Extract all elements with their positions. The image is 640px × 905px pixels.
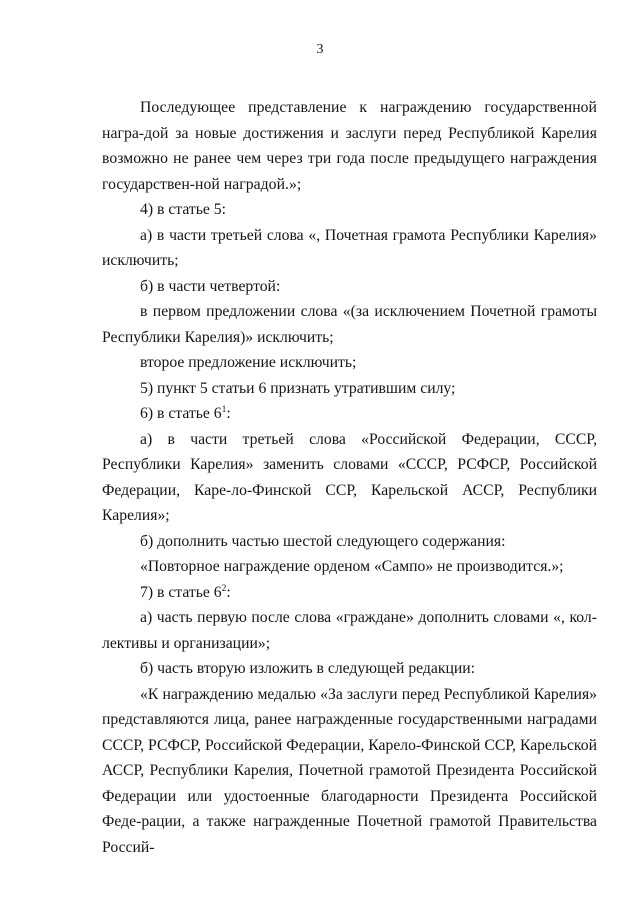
- paragraph-text: 4) в статье 5:: [140, 201, 226, 218]
- paragraph: [102, 197, 597, 223]
- paragraph: [102, 401, 597, 427]
- paragraph: [102, 605, 597, 656]
- paragraph-text: второе предложение исключить;: [140, 354, 357, 371]
- paragraph-text: :: [226, 405, 231, 422]
- paragraph-text: а) часть первую после слова «граждане» дополнить словами «, кол-лективы и организации»;: [102, 609, 597, 652]
- paragraph-text: «Повторное награждение орденом «Сампо» не производится.»;: [140, 558, 564, 575]
- paragraph: [102, 580, 597, 606]
- paragraph: [102, 299, 597, 350]
- paragraph-text: в первом предложении слова «(за исключением Почетной грамоты Республики Карелия)» исключить;: [102, 303, 597, 346]
- paragraph: [102, 95, 597, 197]
- paragraph: [102, 656, 597, 682]
- superscript-index: 1: [221, 405, 227, 415]
- paragraph: [102, 274, 597, 300]
- document-body: [102, 95, 597, 860]
- paragraph-text: 6) в статье 6: [140, 405, 222, 422]
- superscript-index: 2: [221, 583, 227, 594]
- paragraph-text: а) в части третьей слова «Российской Федерации, СССР, Республики Карелия» заменить словами «СССР, РСФСР, Российской Федерации, Каре-ло-Финской ССР, Карельской АССР, Республики Карелия»;: [102, 430, 597, 524]
- paragraph-text: Последующее представление к награждению государственной награ-дой за новые достижения и заслуги перед Республикой Карелия возможно не ранее чем через три года после предыдущего награждения государствен-ной наградой.»;: [102, 99, 597, 193]
- paragraph: [102, 427, 597, 529]
- paragraph-text: :: [226, 583, 231, 601]
- paragraph: [102, 223, 597, 274]
- paragraph-text: 5) пункт 5 статьи 6 признать утратившим силу;: [140, 379, 456, 397]
- paragraph-text: б) в части четвертой:: [140, 277, 281, 295]
- paragraph-text: а) в части третьей слова «, Почетная грамота Республики Карелия» исключить;: [102, 226, 597, 269]
- page-number: 3: [316, 42, 324, 57]
- paragraph-text: «К награждению медалью «За заслуги перед Республикой Карелия» представляются лица, ранее награжденные государственными наградами СССР, РСФСР, Российской Федерации, Карело-Финской ССР, Карельской АССР, Республики Карелия, Почетной грамотой Президента Российской Федерации или удостоенные благодарности Президента Российской Феде-рации, а также награжденные Почетной грамотой Правительства Россий-: [102, 685, 597, 856]
- paragraph: [102, 554, 597, 580]
- paragraph: [102, 376, 597, 402]
- paragraph: [102, 529, 597, 555]
- paragraph-text: б) дополнить частью шестой следующего содержания:: [140, 532, 506, 550]
- paragraph: [102, 350, 597, 376]
- paragraph-text: 7) в статье 6: [140, 583, 222, 601]
- paragraph: [102, 682, 597, 861]
- paragraph-text: б) часть вторую изложить в следующей редакции:: [140, 660, 476, 677]
